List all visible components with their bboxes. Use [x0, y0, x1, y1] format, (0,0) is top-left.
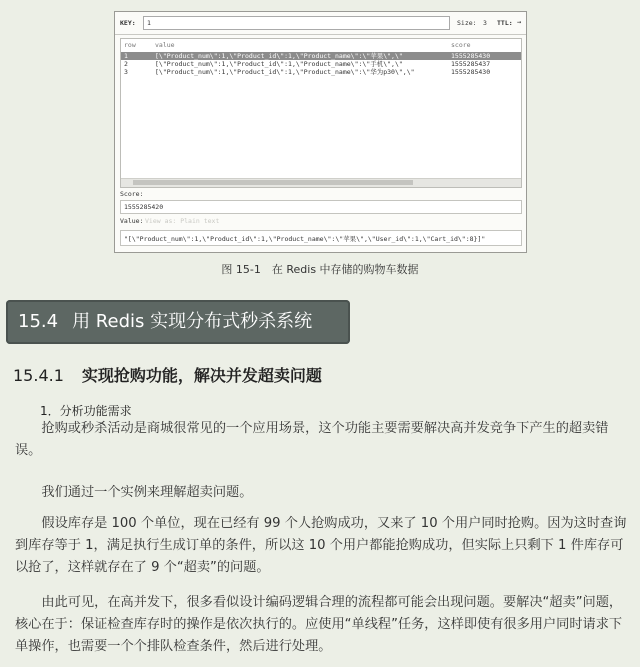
score-field[interactable] — [120, 200, 522, 214]
row-value: [\"Product_num\":1,\"Product_id\":1,\"Product_name\":\"苹果\",\" — [155, 52, 403, 60]
key-toolbar — [115, 12, 526, 35]
subsection-number: 15.4.1 — [13, 366, 64, 385]
table-row[interactable] — [121, 68, 521, 76]
column-header-score[interactable]: score — [451, 41, 471, 49]
column-header-row[interactable]: row — [124, 41, 136, 49]
value-table — [120, 38, 522, 188]
table-header — [121, 41, 521, 50]
row-number: 3 — [124, 68, 128, 76]
redis-manager-screenshot — [114, 11, 527, 253]
row-value: [\"Product_num\":1,\"Product_id\":1,\"Product_name\":\"手机\",\" — [155, 60, 403, 68]
value-field[interactable] — [120, 230, 522, 246]
ttl-arrow-icon[interactable]: → — [517, 18, 522, 26]
scrollbar-thumb[interactable] — [133, 180, 413, 185]
column-header-value[interactable]: value — [155, 41, 175, 49]
row-score: 1555285437 — [451, 60, 491, 68]
section-heading — [6, 300, 350, 344]
key-input[interactable] — [143, 16, 450, 30]
value-label: Value: — [120, 217, 144, 225]
row-value: [\"Product_num\":1,\"Product_id\":1,\"Product_name\":\"华为p30\",\" — [155, 68, 415, 76]
horizontal-scrollbar[interactable] — [121, 178, 521, 187]
section-number: 15.4 — [18, 311, 59, 332]
ttl-label: TTL: — [497, 19, 513, 27]
row-number: 2 — [124, 60, 128, 68]
key-label: KEY: — [120, 19, 136, 27]
paragraph-intro: 抢购或秒杀活动是商城很常见的一个应用场景，这个功能主要需要解决高并发竞争下产生的超卖错误。 — [15, 421, 609, 458]
row-score: 1555285430 — [451, 68, 491, 76]
table-row[interactable] — [121, 52, 521, 60]
value-field-text: "[\"Product_num\":1,\"Product_id\":1,\"Product_name\":\"苹果\",\"User_id\":1,\"Cart_id\":8}]" — [124, 235, 486, 243]
score-field-value: 1555285420 — [124, 203, 164, 211]
table-row[interactable] — [121, 60, 521, 68]
subsection-title: 实现抢购功能，解决并发超卖问题 — [81, 366, 322, 385]
key-value: 1 — [147, 19, 151, 27]
figure-caption: 图 15-1 在 Redis 中存储的购物车数据 — [221, 263, 419, 276]
size-value: 3 — [483, 19, 487, 27]
section-title: 用 Redis 实现分布式秒杀系统 — [72, 311, 313, 332]
paragraph-inventory: 假设库存是 100 个单位，现在已经有 99 个人抢购成功，又来了 10 个用户同时抢购。因为这时查询到库存等于 1，满足执行生成订单的条件，所以这 10 个用户都能抢购成功，但实际上只剩下 1 件库存可以抢了，这样就存在了 9 个“超卖”的问题。 — [15, 516, 627, 575]
heading-analyze-requirements: 1．分析功能需求 — [40, 404, 132, 418]
row-number: 1 — [124, 52, 128, 60]
view-as-hint[interactable]: View as: Plain text — [145, 217, 220, 225]
score-label: Score: — [120, 190, 144, 198]
size-label: Size: — [457, 19, 477, 27]
paragraph-example: 我们通过一个实例来理解超卖问题。 — [41, 485, 253, 500]
row-score: 1555285430 — [451, 52, 491, 60]
subsection-heading — [13, 363, 322, 386]
paragraph-conclusion: 由此可见，在高并发下，很多看似设计编码逻辑合理的流程都可能会出现问题。要解决“超卖”问题，核心在于：保证检查库存时的操作是依次执行的。应使用“单线程”任务，这样即使有很多用户同时请求下单操作，也需要一个个排队检查条件，然后进行处理。 — [15, 595, 623, 654]
